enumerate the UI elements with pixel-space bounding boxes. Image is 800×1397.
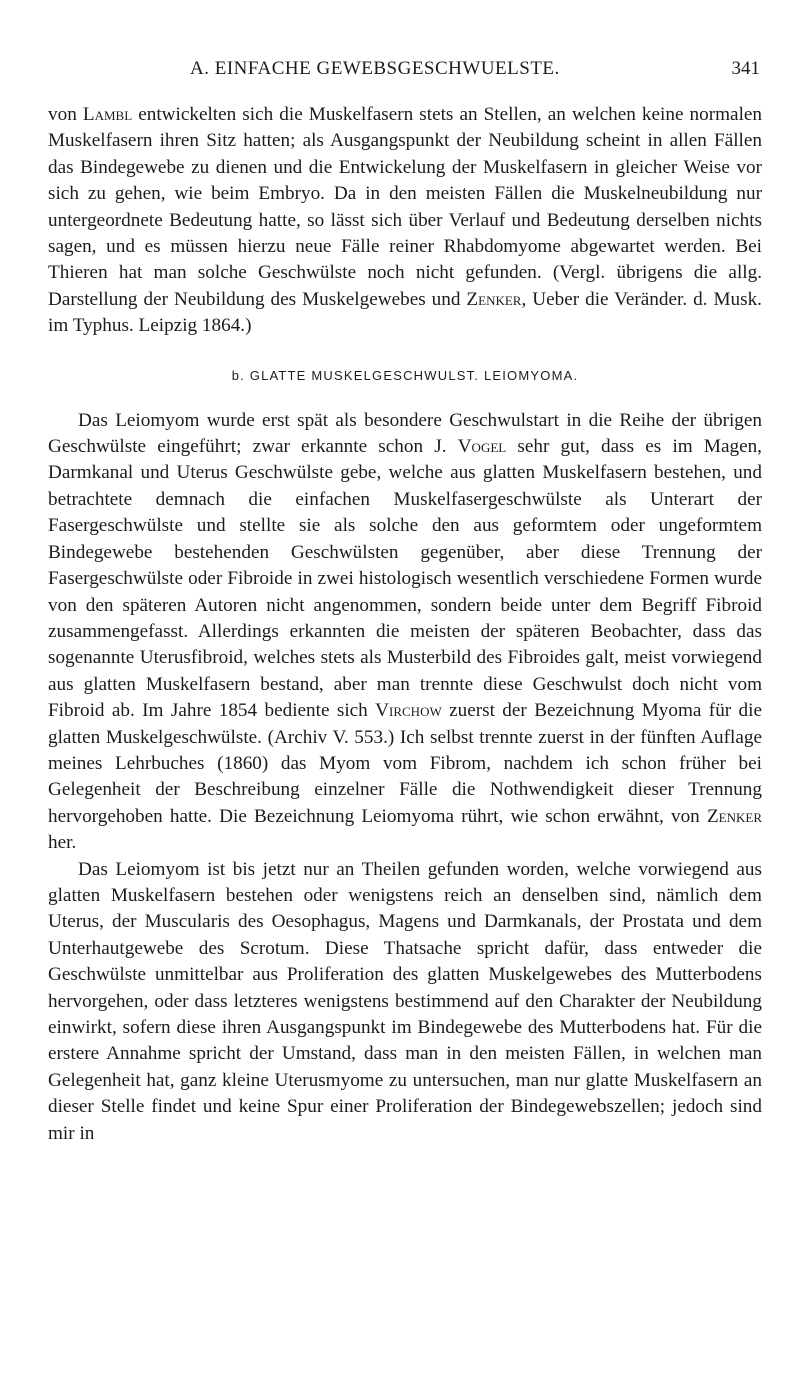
- paragraph-leiomyom-history: [48, 408, 762, 857]
- author-name-virchow: Virchow: [375, 700, 442, 722]
- author-name-lambl: Lambl: [82, 104, 133, 125]
- text-run: , Ueber die Veränder. d. Musk. im Typhus. Leipzig 1864.): [48, 288, 762, 337]
- section-heading: b. GLATTE MUSKELGESCHWULST. LEIOMYOMA.: [231, 367, 579, 383]
- text-run: von: [48, 104, 83, 125]
- body-text: [48, 102, 762, 1147]
- text-run: Das Leiomyom wurde erst spät als besondere Geschwulstart in die Reihe der übrigen Geschwülste eingeführt; zwar erkannte schon J.: [48, 409, 762, 458]
- author-name-vogel: Vogel: [457, 436, 507, 458]
- running-title: A. EINFACHE GEWEBSGESCHWUELSTE.: [190, 58, 560, 79]
- page-number: 341: [731, 58, 760, 79]
- text-run: sehr gut, dass es im Magen, Darmkanal und Uterus Geschwülste gebe, welche aus glatten Muskelfasern bestehen, und betrachtete demnach die einfachen Muskelfasergeschwülste als Unterart der Fasergeschwülste und stellte sie als solche den aus geformtem oder ungeformtem Bindegewebe bestehenden Geschwülsten gegenüber, aber diese Trennung der Fasergeschwülste oder Fibroide in zwei histologisch wesentlich verschiedene Formen wurde von den späteren Autoren nicht angenommen, sondern beide unter dem Begriff Fibroid zusammengefasst. Allerdings erkannten die meisten der späteren Beobachter, dass das sogenannte Uterusfibroid, welches stets als Musterbild des Fibroides galt, meist vorwiegend aus glatten Muskelfasern bestand, aber man trennte diese Geschwulst doch nicht vom Fibroid ab. Im Jahre 1854 bediente sich: [48, 436, 762, 722]
- text-run: entwickelten sich die Muskelfasern stets an Stellen, an welchen keine normalen Muskelfasern ihren Sitz hatten; als Ausgangspunkt der Neubildung scheint in allen Fällen das Bindegewebe zu dienen und die Entwickelung der Muskelfasern in gleicher Weise vor sich zu gehen, wie beim Embryo. Da in den meisten Fällen die Muskelneubildung nur untergeordnete Bedeutung hatte, so lässt sich über Verlauf und Bedeutung derselben nichts sagen, und es müssen hierzu neue Fälle reiner Rhabdomyome abgewartet werden. Bei Thieren hat man solche Geschwülste noch nicht gefunden. (Vergl. übrigens die allg. Darstellung der Neubildung des Muskelgewebes und: [48, 104, 763, 310]
- author-name-zenker: Zenker: [466, 288, 522, 310]
- author-name-zenker: Zenker: [706, 805, 762, 827]
- text-run: zuerst der Bezeichnung Myoma für die glatten Muskelgeschwülste. (Archiv V. 553.) Ich selbst trennte zuerst in der fünften Auflage meines Lehrbuches (1860) das Myom vom Fibrom, nachdem ich schon früher bei Gelegenheit der Beschreibung einzelner Fälle die Nothwendigkeit dieser Trennung hervorgehoben hatte. Die Bezeichnung Leiomyoma rührt, wie schon erwähnt, von: [48, 700, 763, 827]
- paragraph-continuation: [48, 102, 762, 340]
- text-run: her.: [48, 832, 77, 854]
- running-header: [60, 58, 760, 88]
- paragraph-leiomyom-location: Das Leiomyom ist bis jetzt nur an Theilen gefunden worden, welche vorwiegend aus glatten Muskelfasern bestehen oder wenigstens reich an denselben sind, nämlich dem Uterus, der Muscularis des Oesophagus, Magens und Darmkanals, der Prostata und dem Unterhautgewebe des Scrotum. Diese Thatsache spricht dafür, dass entweder die Geschwülste unmittelbar aus Proliferation des glatten Muskelgewebes des Mutterbodens hervorgehen, oder dass letzteres wenigstens bestimmend auf den Charakter der Neubildung einwirkt, sofern diese ihren Ausgangspunkt im Bindegewebe des Mutterbodens hat. Für die erstere Annahme spricht der Umstand, dass man in den meisten Fällen, in welchen man Gelegenheit hat, ganz kleine Uterusmyome zu untersuchen, man nur glatte Muskelfasern an dieser Stelle findet und keine Spur einer Proliferation der Bindegewebszellen; jedoch sind mir in: [48, 858, 762, 1144]
